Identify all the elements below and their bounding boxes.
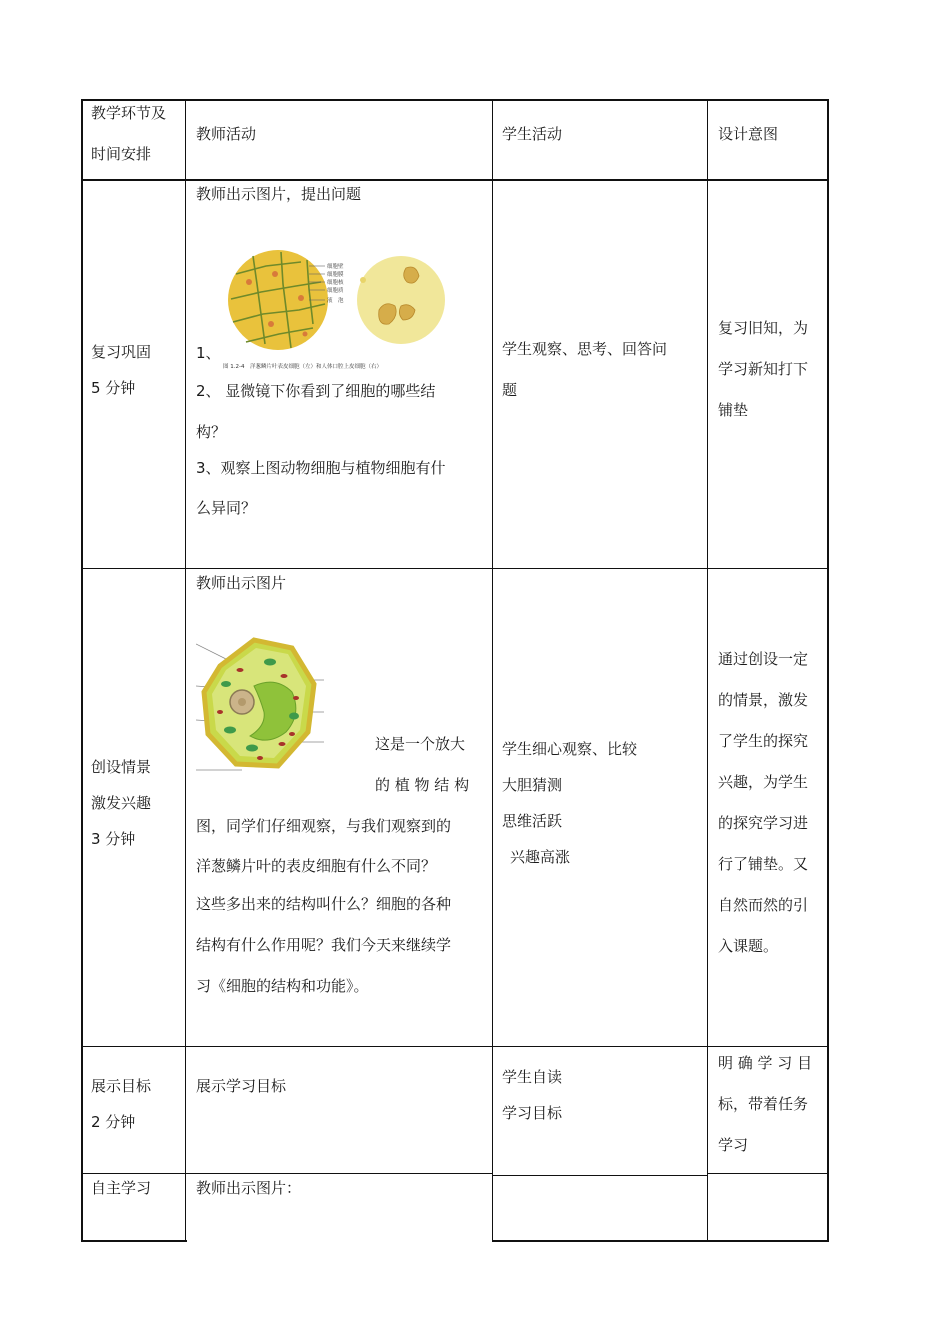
row-divider-1	[81, 568, 829, 569]
animal-cells-view	[357, 256, 445, 344]
row1-stage-line2: 5 分钟	[91, 379, 136, 397]
row3-student-line2: 学习目标	[502, 1104, 563, 1122]
row1-question3-line1: 3、观察上图动物细胞与植物细胞有什	[196, 459, 446, 477]
row-divider-3a	[81, 1173, 493, 1174]
row1-question2-line2: 构？	[196, 423, 227, 441]
header-stage-line2: 时间安排	[91, 145, 152, 163]
header-design: 设计意图	[718, 125, 779, 143]
row2-student-line1: 学生细心观察、比较	[502, 740, 638, 758]
row3-teacher: 展示学习目标	[196, 1077, 287, 1095]
row2-stage-line3: 3 分钟	[91, 830, 136, 848]
row2-stage-line2: 激发兴趣	[91, 794, 152, 812]
row2-design-line2: 的情景，激发	[718, 691, 809, 709]
column-divider-1	[185, 99, 186, 1242]
figure-label-cytoplasm: 细胞质	[327, 288, 344, 294]
row-divider-2	[81, 1046, 829, 1047]
row2-teacher-text-line2: 的 植 物 结 构	[375, 776, 470, 794]
header-stage-line1: 教学环节及	[91, 104, 167, 122]
row3-design-line2: 标，带着任务	[718, 1095, 809, 1113]
row3-design-line1: 明 确 学 习 目	[718, 1054, 813, 1072]
row1-student-line1: 学生观察、思考、回答问	[502, 340, 668, 358]
plant-cell-diagram	[196, 636, 328, 774]
figure-label-vacuole: 液 泡	[327, 298, 344, 304]
row2-teacher-text-line1: 这是一个放大	[375, 735, 466, 753]
row1-design-line2: 学习新知打下	[718, 360, 809, 378]
row2-teacher-intro: 教师出示图片	[196, 574, 287, 592]
table-border-bottom-right	[492, 1240, 829, 1242]
row4-teacher: 教师出示图片：	[196, 1179, 302, 1197]
row3-student-line1: 学生自读	[502, 1068, 563, 1086]
header-teacher: 教师活动	[196, 125, 257, 143]
row3-design-line3: 学习	[718, 1136, 749, 1154]
row2-design-line4: 兴趣，为学生	[718, 773, 809, 791]
row1-question3-line2: 么异同？	[196, 499, 257, 517]
row2-design-line5: 的探究学习进	[718, 814, 809, 832]
column-divider-2	[492, 99, 493, 1242]
figure-label-cell-wall: 细胞壁	[327, 264, 344, 270]
microscope-cells-figure	[221, 244, 447, 372]
row2-student-line2: 大胆猜测	[502, 776, 563, 794]
row1-stage-line1: 复习巩固	[91, 343, 152, 361]
figure-label-nucleus: 细胞核	[327, 280, 344, 286]
row-divider-header	[81, 179, 829, 181]
row2-teacher-text-line4: 洋葱鳞片叶的表皮细胞有什么不同？	[196, 857, 437, 875]
row2-design-line7: 自然而然的引	[718, 896, 809, 914]
row2-teacher-text-line6: 结构有什么作用呢？我们今天来继续学	[196, 936, 452, 954]
row2-stage-line1: 创设情景	[91, 758, 152, 776]
row1-student-line2: 题	[502, 381, 518, 399]
row4-stage-line1: 自主学习	[91, 1179, 152, 1197]
row1-question1: 1、	[196, 344, 221, 362]
row3-stage-line1: 展示目标	[91, 1077, 152, 1095]
row1-question2-line1: 2、 显微镜下你看到了细胞的哪些结	[196, 382, 436, 400]
row1-teacher-intro: 教师出示图片，提出问题	[196, 185, 362, 203]
table-border-left	[81, 99, 83, 1242]
table-border-top	[81, 99, 829, 101]
row2-teacher-text-line5: 这些多出来的结构叫什么？细胞的各种	[196, 895, 452, 913]
row2-student-line3: 思维活跃	[502, 812, 563, 830]
row-divider-3b	[492, 1175, 708, 1176]
row2-teacher-text-line3: 图，同学们仔细观察，与我们观察到的	[196, 817, 452, 835]
figure-caption: 图 1.2-4 洋葱鳞片叶表皮细胞（左）和人体口腔上皮细胞（右）	[223, 364, 382, 370]
row2-teacher-text-line7: 习《细胞的结构和功能》。	[196, 977, 369, 995]
row2-design-line1: 通过创设一定	[718, 650, 809, 668]
row3-stage-line2: 2 分钟	[91, 1113, 136, 1131]
table-border-bottom-left	[81, 1240, 187, 1242]
header-student: 学生活动	[502, 125, 563, 143]
figure-label-cell-membrane: 细胞膜	[327, 272, 344, 278]
column-divider-3	[707, 99, 708, 1242]
row2-design-line6: 行了铺垫。又	[718, 855, 809, 873]
table-border-right	[827, 99, 829, 1242]
row2-design-line3: 了学生的探究	[718, 732, 809, 750]
row2-student-line4: 兴趣高涨	[510, 848, 571, 866]
row-divider-3c	[707, 1173, 829, 1174]
row1-design-line1: 复习旧知，为	[718, 319, 809, 337]
row1-design-line3: 铺垫	[718, 401, 749, 419]
row2-design-line8: 入课题。	[718, 937, 779, 955]
